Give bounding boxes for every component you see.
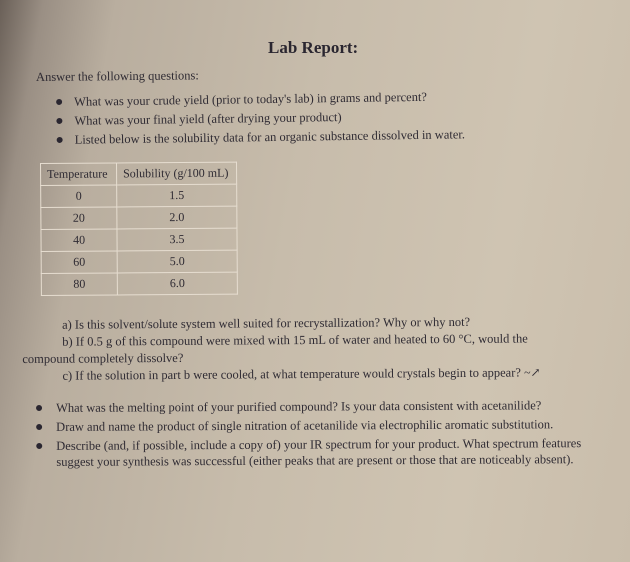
bullet-icon [56, 118, 62, 124]
question-a: a) Is this solvent/solute system well suited for recrystallization? Why or why not? [62, 314, 471, 332]
table-cell: 1.5 [117, 184, 237, 207]
column-header-solubility: Solubility (g/100 mL) [117, 162, 237, 185]
list-item [36, 416, 626, 435]
column-header-temperature: Temperature [41, 163, 117, 186]
table-row [41, 250, 237, 273]
list-item-text: What was the melting point of your purified compound? Is your data consistent with acetanilide? [56, 398, 542, 415]
table-cell: 60 [41, 251, 117, 274]
table-header-row [41, 162, 237, 185]
table-row [41, 272, 237, 295]
question-c-text: c) If the solution in part b were cooled, at what temperature would crystals begin to appear? [62, 365, 521, 383]
table-cell: 3.5 [117, 228, 237, 251]
list-item [36, 435, 626, 470]
bullet-icon [36, 424, 42, 430]
table-cell: 6.0 [117, 272, 237, 295]
list-item-text: Describe (and, if possible, include a copy of) your IR spectrum for your product. What spectrum features suggest your synthesis was successful (either peaks that are present or those that are noticeably absent). [56, 436, 582, 469]
table-cell: 2.0 [117, 206, 237, 229]
list-item [36, 397, 626, 416]
bullet-icon [57, 137, 63, 143]
table-cell: 20 [41, 207, 117, 230]
top-bullet-list [56, 87, 465, 150]
list-item-text: What was your final yield (after drying your product) [74, 110, 342, 128]
question-b-line1: b) If 0.5 g of this compound were mixed with 15 mL of water and heated to 60 °C, would the [62, 331, 528, 349]
table-row [41, 184, 237, 207]
handwritten-arrow-icon: ~↗ [523, 365, 541, 380]
question-c [22, 364, 617, 385]
table-cell: 0 [41, 185, 117, 208]
intro-text: Answer the following questions: [35, 68, 199, 84]
bullet-icon [36, 443, 42, 449]
page-title: Lab Report: [268, 38, 359, 57]
bullet-icon [36, 405, 42, 411]
list-item-text: What was your crude yield (prior to today's lab) in grams and percent? [74, 89, 428, 109]
list-item-text: Draw and name the product of single nitration of acetanilide via electrophilic aromatic substitution. [56, 417, 554, 434]
table-row [41, 228, 237, 251]
table-cell: 80 [41, 273, 117, 296]
bullet-icon [56, 99, 62, 105]
solubility-table [40, 162, 238, 296]
table-cell: 40 [41, 229, 117, 252]
question-block [22, 313, 617, 385]
table-row [41, 206, 237, 229]
table-cell: 5.0 [117, 250, 237, 273]
list-item-text: Listed below is the solubility data for an organic substance dissolved in water. [74, 127, 466, 147]
question-b-line2: compound completely dissolve? [22, 350, 184, 366]
bottom-bullet-list [36, 397, 626, 473]
